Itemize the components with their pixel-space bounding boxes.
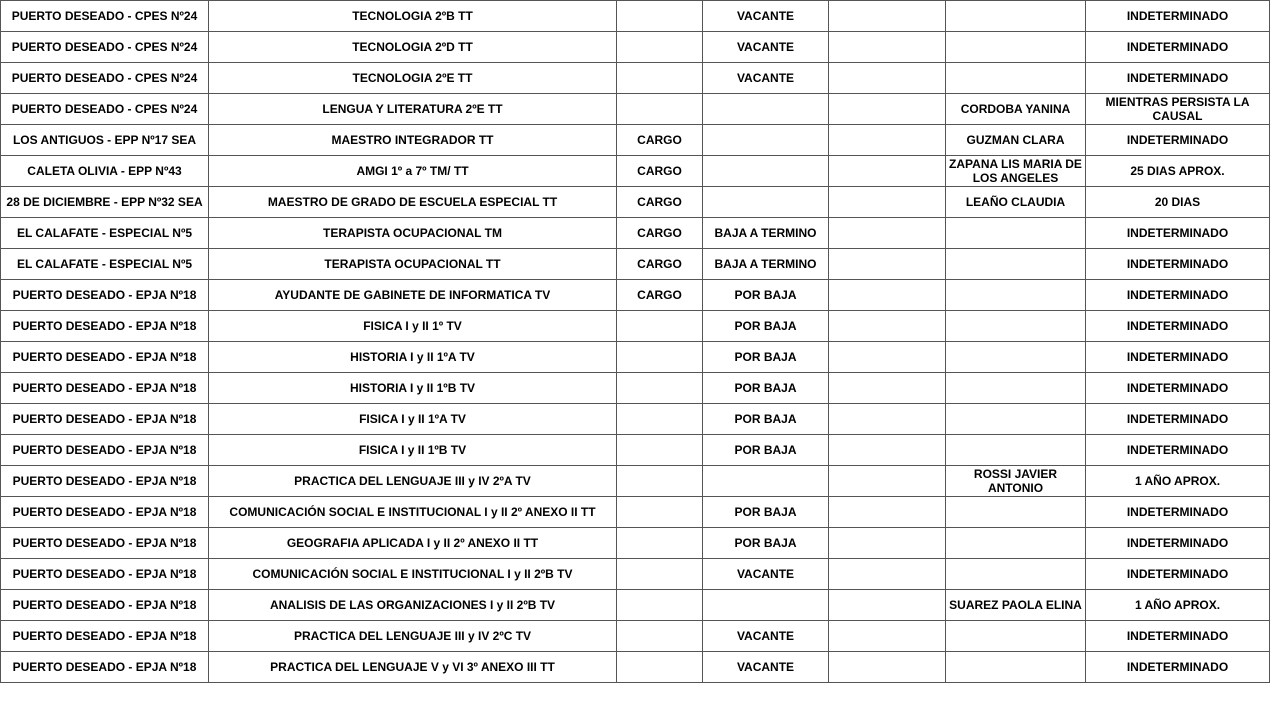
situation-cell: VACANTE xyxy=(703,1,829,32)
duration-cell: INDETERMINADO xyxy=(1086,280,1270,311)
teacher-cell: ROSSI JAVIER ANTONIO xyxy=(946,466,1086,497)
teacher-cell xyxy=(946,435,1086,466)
subject-cell: PRACTICA DEL LENGUAJE III y IV 2ºA TV xyxy=(209,466,617,497)
type-cell: CARGO xyxy=(617,280,703,311)
table-row xyxy=(1,156,1270,187)
subject-cell: PRACTICA DEL LENGUAJE V y VI 3º ANEXO III TT xyxy=(209,652,617,683)
extra-cell xyxy=(829,435,946,466)
situation-cell: BAJA A TERMINO xyxy=(703,218,829,249)
extra-cell xyxy=(829,528,946,559)
situation-cell: POR BAJA xyxy=(703,435,829,466)
type-cell xyxy=(617,94,703,125)
subject-cell: LENGUA Y LITERATURA 2ºE TT xyxy=(209,94,617,125)
table-row xyxy=(1,94,1270,125)
situation-cell: POR BAJA xyxy=(703,528,829,559)
duration-cell: INDETERMINADO xyxy=(1086,32,1270,63)
table-row xyxy=(1,435,1270,466)
duration-cell: INDETERMINADO xyxy=(1086,311,1270,342)
situation-cell xyxy=(703,590,829,621)
extra-cell xyxy=(829,187,946,218)
situation-cell: POR BAJA xyxy=(703,342,829,373)
duration-cell: 1 AÑO APROX. xyxy=(1086,466,1270,497)
teacher-cell: CORDOBA YANINA xyxy=(946,94,1086,125)
subject-cell: AYUDANTE DE GABINETE DE INFORMATICA TV xyxy=(209,280,617,311)
type-cell: CARGO xyxy=(617,218,703,249)
teacher-cell xyxy=(946,373,1086,404)
table-row xyxy=(1,125,1270,156)
subject-cell: TECNOLOGIA 2ºE TT xyxy=(209,63,617,94)
situation-cell: BAJA A TERMINO xyxy=(703,249,829,280)
situation-cell: VACANTE xyxy=(703,63,829,94)
teacher-cell: SUAREZ PAOLA ELINA xyxy=(946,590,1086,621)
subject-cell: COMUNICACIÓN SOCIAL E INSTITUCIONAL I y II 2ºB TV xyxy=(209,559,617,590)
teacher-cell xyxy=(946,621,1086,652)
situation-cell xyxy=(703,187,829,218)
extra-cell xyxy=(829,156,946,187)
extra-cell xyxy=(829,373,946,404)
teacher-cell xyxy=(946,1,1086,32)
situation-cell: POR BAJA xyxy=(703,311,829,342)
table-row xyxy=(1,1,1270,32)
situation-cell: POR BAJA xyxy=(703,280,829,311)
teacher-cell xyxy=(946,218,1086,249)
school-cell: 28 DE DICIEMBRE - EPP Nº32 SEA xyxy=(1,187,209,218)
duration-cell: INDETERMINADO xyxy=(1086,249,1270,280)
subject-cell: MAESTRO INTEGRADOR TT xyxy=(209,125,617,156)
school-cell: PUERTO DESEADO - EPJA Nº18 xyxy=(1,652,209,683)
extra-cell xyxy=(829,63,946,94)
table-row xyxy=(1,32,1270,63)
extra-cell xyxy=(829,497,946,528)
subject-cell: TECNOLOGIA 2ºD TT xyxy=(209,32,617,63)
table-row xyxy=(1,559,1270,590)
situation-cell xyxy=(703,125,829,156)
extra-cell xyxy=(829,466,946,497)
type-cell: CARGO xyxy=(617,187,703,218)
school-cell: PUERTO DESEADO - EPJA Nº18 xyxy=(1,404,209,435)
duration-cell: 20 DIAS xyxy=(1086,187,1270,218)
type-cell xyxy=(617,621,703,652)
subject-cell: TECNOLOGIA 2ºB TT xyxy=(209,1,617,32)
table-row xyxy=(1,652,1270,683)
extra-cell xyxy=(829,311,946,342)
extra-cell xyxy=(829,94,946,125)
situation-cell: POR BAJA xyxy=(703,373,829,404)
extra-cell xyxy=(829,652,946,683)
type-cell xyxy=(617,528,703,559)
type-cell xyxy=(617,590,703,621)
table-row xyxy=(1,621,1270,652)
school-cell: PUERTO DESEADO - EPJA Nº18 xyxy=(1,466,209,497)
type-cell xyxy=(617,1,703,32)
school-cell: PUERTO DESEADO - EPJA Nº18 xyxy=(1,559,209,590)
school-cell: EL CALAFATE - ESPECIAL Nº5 xyxy=(1,249,209,280)
duration-cell: INDETERMINADO xyxy=(1086,125,1270,156)
duration-cell: INDETERMINADO xyxy=(1086,652,1270,683)
teacher-cell: GUZMAN CLARA xyxy=(946,125,1086,156)
extra-cell xyxy=(829,559,946,590)
teacher-cell xyxy=(946,342,1086,373)
table-row xyxy=(1,497,1270,528)
subject-cell: AMGI 1º a 7º TM/ TT xyxy=(209,156,617,187)
subject-cell: HISTORIA I y II 1ºB TV xyxy=(209,373,617,404)
situation-cell: VACANTE xyxy=(703,652,829,683)
extra-cell xyxy=(829,218,946,249)
subject-cell: PRACTICA DEL LENGUAJE III y IV 2ºC TV xyxy=(209,621,617,652)
duration-cell: INDETERMINADO xyxy=(1086,404,1270,435)
subject-cell: FISICA I y II 1ºB TV xyxy=(209,435,617,466)
situation-cell: POR BAJA xyxy=(703,497,829,528)
situation-cell: VACANTE xyxy=(703,559,829,590)
school-cell: PUERTO DESEADO - EPJA Nº18 xyxy=(1,311,209,342)
table-row xyxy=(1,466,1270,497)
table-body xyxy=(1,1,1270,683)
extra-cell xyxy=(829,342,946,373)
type-cell xyxy=(617,373,703,404)
type-cell: CARGO xyxy=(617,125,703,156)
school-cell: PUERTO DESEADO - EPJA Nº18 xyxy=(1,280,209,311)
duration-cell: 1 AÑO APROX. xyxy=(1086,590,1270,621)
type-cell: CARGO xyxy=(617,156,703,187)
extra-cell xyxy=(829,280,946,311)
subject-cell: COMUNICACIÓN SOCIAL E INSTITUCIONAL I y II 2º ANEXO II TT xyxy=(209,497,617,528)
duration-cell: INDETERMINADO xyxy=(1086,435,1270,466)
extra-cell xyxy=(829,590,946,621)
subject-cell: TERAPISTA OCUPACIONAL TM xyxy=(209,218,617,249)
duration-cell: INDETERMINADO xyxy=(1086,497,1270,528)
school-cell: PUERTO DESEADO - CPES Nº24 xyxy=(1,32,209,63)
teacher-cell xyxy=(946,404,1086,435)
school-cell: PUERTO DESEADO - EPJA Nº18 xyxy=(1,528,209,559)
type-cell xyxy=(617,311,703,342)
school-cell: LOS ANTIGUOS - EPP Nº17 SEA xyxy=(1,125,209,156)
subject-cell: HISTORIA I y II 1ºA TV xyxy=(209,342,617,373)
subject-cell: GEOGRAFIA APLICADA I y II 2º ANEXO II TT xyxy=(209,528,617,559)
type-cell xyxy=(617,466,703,497)
situation-cell xyxy=(703,156,829,187)
subject-cell: FISICA I y II 1ºA TV xyxy=(209,404,617,435)
teacher-cell xyxy=(946,311,1086,342)
school-cell: PUERTO DESEADO - CPES Nº24 xyxy=(1,94,209,125)
table-row xyxy=(1,373,1270,404)
type-cell xyxy=(617,404,703,435)
table-row xyxy=(1,590,1270,621)
table-row xyxy=(1,63,1270,94)
extra-cell xyxy=(829,1,946,32)
duration-cell: 25 DIAS APROX. xyxy=(1086,156,1270,187)
type-cell xyxy=(617,652,703,683)
table-row xyxy=(1,249,1270,280)
extra-cell xyxy=(829,249,946,280)
subject-cell: TERAPISTA OCUPACIONAL TT xyxy=(209,249,617,280)
duration-cell: MIENTRAS PERSISTA LA CAUSAL xyxy=(1086,94,1270,125)
situation-cell xyxy=(703,94,829,125)
duration-cell: INDETERMINADO xyxy=(1086,373,1270,404)
type-cell: CARGO xyxy=(617,249,703,280)
type-cell xyxy=(617,497,703,528)
table-row xyxy=(1,218,1270,249)
duration-cell: INDETERMINADO xyxy=(1086,1,1270,32)
school-cell: PUERTO DESEADO - EPJA Nº18 xyxy=(1,435,209,466)
duration-cell: INDETERMINADO xyxy=(1086,63,1270,94)
table-row xyxy=(1,311,1270,342)
type-cell xyxy=(617,342,703,373)
table-row xyxy=(1,187,1270,218)
school-cell: EL CALAFATE - ESPECIAL Nº5 xyxy=(1,218,209,249)
teacher-cell xyxy=(946,249,1086,280)
duration-cell: INDETERMINADO xyxy=(1086,342,1270,373)
type-cell xyxy=(617,63,703,94)
situation-cell: VACANTE xyxy=(703,621,829,652)
teacher-cell xyxy=(946,63,1086,94)
type-cell xyxy=(617,32,703,63)
type-cell xyxy=(617,559,703,590)
extra-cell xyxy=(829,32,946,63)
table-row xyxy=(1,280,1270,311)
situation-cell xyxy=(703,466,829,497)
school-cell: PUERTO DESEADO - CPES Nº24 xyxy=(1,1,209,32)
teacher-cell: LEAÑO CLAUDIA xyxy=(946,187,1086,218)
extra-cell xyxy=(829,621,946,652)
duration-cell: INDETERMINADO xyxy=(1086,528,1270,559)
school-cell: PUERTO DESEADO - EPJA Nº18 xyxy=(1,497,209,528)
subject-cell: FISICA I y II 1º TV xyxy=(209,311,617,342)
subject-cell: MAESTRO DE GRADO DE ESCUELA ESPECIAL TT xyxy=(209,187,617,218)
school-cell: PUERTO DESEADO - EPJA Nº18 xyxy=(1,342,209,373)
school-cell: PUERTO DESEADO - EPJA Nº18 xyxy=(1,373,209,404)
teacher-cell xyxy=(946,528,1086,559)
school-cell: PUERTO DESEADO - EPJA Nº18 xyxy=(1,590,209,621)
table-row xyxy=(1,404,1270,435)
extra-cell xyxy=(829,404,946,435)
school-cell: PUERTO DESEADO - CPES Nº24 xyxy=(1,63,209,94)
teacher-cell xyxy=(946,559,1086,590)
subject-cell: ANALISIS DE LAS ORGANIZACIONES I y II 2ºB TV xyxy=(209,590,617,621)
school-cell: CALETA OLIVIA - EPP Nº43 xyxy=(1,156,209,187)
type-cell xyxy=(617,435,703,466)
teacher-cell xyxy=(946,280,1086,311)
duration-cell: INDETERMINADO xyxy=(1086,218,1270,249)
situation-cell: POR BAJA xyxy=(703,404,829,435)
extra-cell xyxy=(829,125,946,156)
duration-cell: INDETERMINADO xyxy=(1086,559,1270,590)
teacher-cell xyxy=(946,32,1086,63)
school-cell: PUERTO DESEADO - EPJA Nº18 xyxy=(1,621,209,652)
duration-cell: INDETERMINADO xyxy=(1086,621,1270,652)
table-row xyxy=(1,342,1270,373)
teacher-cell xyxy=(946,497,1086,528)
teacher-cell: ZAPANA LIS MARIA DE LOS ANGELES xyxy=(946,156,1086,187)
table-row xyxy=(1,528,1270,559)
situation-cell: VACANTE xyxy=(703,32,829,63)
teacher-cell xyxy=(946,652,1086,683)
